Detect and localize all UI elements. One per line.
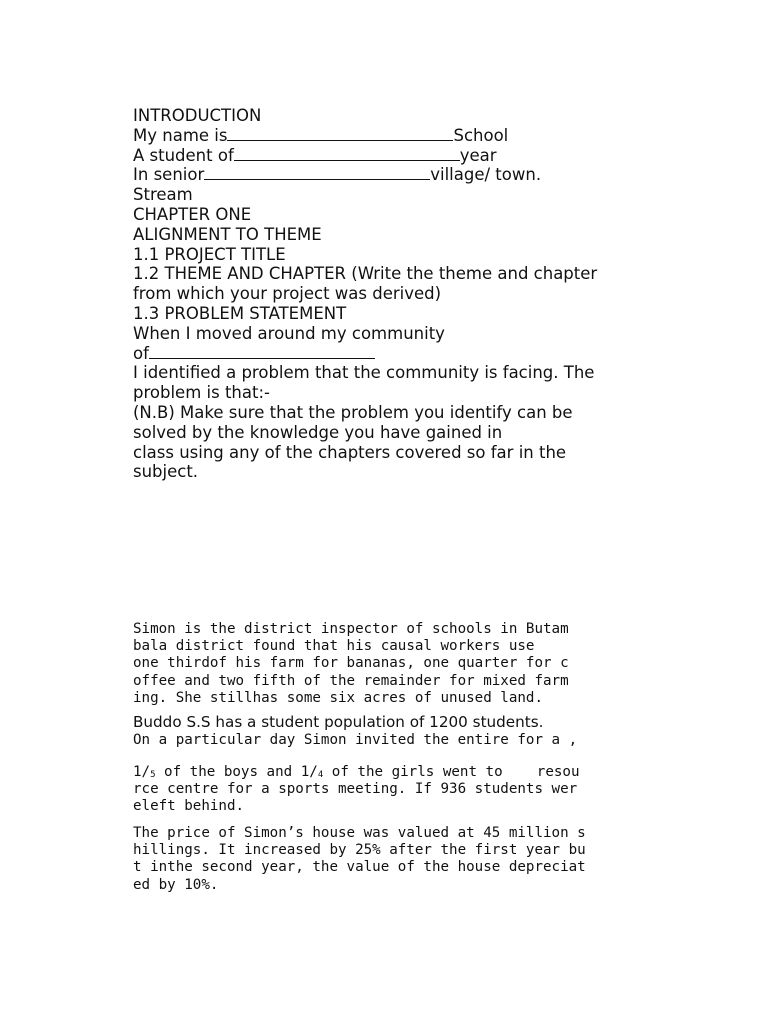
nb-line-3: class using any of the chapters covered so far in the	[133, 442, 567, 462]
name-line	[133, 126, 653, 146]
buddo-line-2: On a particular day Simon invited the entire for a ,	[133, 731, 578, 748]
senior-line	[133, 165, 653, 185]
problem-is-line: problem is that:-	[133, 383, 270, 403]
stream-line: Stream	[133, 185, 193, 205]
text-line: eleft behind.	[133, 798, 245, 815]
resource-centre-lines	[133, 781, 623, 815]
introduction-section	[133, 106, 653, 482]
student-blank	[234, 146, 460, 161]
nb-line-2: solved by the knowledge you have gained in	[133, 422, 503, 442]
theme-chapter-heading: 1.2 THEME AND CHAPTER (Write the theme and chapter	[133, 264, 598, 284]
senior-suffix: village/ town.	[430, 165, 542, 185]
fraction-b-denominator: 4	[317, 770, 324, 780]
text-line: bala district found that his causal workers use	[133, 638, 535, 655]
name-suffix: School	[453, 125, 509, 145]
text-line: rce centre for a sports meeting. If 936 students wer	[133, 781, 578, 797]
student-suffix: year	[459, 145, 497, 165]
theme-chapter-continuation: from which your project was derived)	[133, 284, 442, 304]
fraction-end-text: of the girls went to resou	[323, 764, 580, 780]
fraction-a-numerator: 1/	[133, 764, 151, 780]
moved-around-line: When I moved around my community	[133, 323, 445, 343]
senior-blank	[204, 165, 430, 180]
text-line: hillings. It increased by 25% after the first year bu	[133, 842, 586, 859]
nb-line-4: subject.	[133, 462, 199, 482]
nb-line-1: (N.B) Make sure that the problem you identify can be	[133, 402, 573, 422]
senior-prefix: In senior	[133, 165, 205, 185]
community-line	[133, 344, 653, 364]
fraction-a-denominator: 5	[150, 770, 156, 780]
text-line: ed by 10%.	[133, 876, 219, 893]
introduction-heading: INTRODUCTION	[133, 106, 262, 125]
chapter-one-heading: CHAPTER ONE	[133, 204, 252, 224]
fraction-middle-text: of the boys and 1/	[155, 764, 318, 780]
alignment-heading: ALIGNMENT TO THEME	[133, 224, 322, 244]
buddo-question	[133, 714, 623, 749]
name-blank	[227, 126, 453, 141]
community-blank	[149, 344, 375, 359]
text-line: The price of Simon’s house was valued at 45 million s	[133, 825, 586, 841]
project-title-heading: 1.1 PROJECT TITLE	[133, 244, 286, 264]
identified-line: I identified a problem that the community is facing. The	[133, 363, 595, 383]
student-prefix: A student of	[133, 145, 234, 165]
text-line: offee and two fifth of the remainder for mixed farm	[133, 672, 569, 689]
name-prefix: My name is	[133, 125, 228, 145]
buddo-line-1: Buddo S.S has a student population of 1200 students.	[133, 713, 544, 731]
problem-statement-heading: 1.3 PROBLEM STATEMENT	[133, 303, 347, 323]
house-price-question	[133, 825, 623, 894]
student-line	[133, 146, 653, 166]
text-line: t inthe second year, the value of the house depreciat	[133, 859, 586, 876]
text-line: ing. She stillhas some six acres of unused land.	[133, 689, 543, 706]
of-prefix: of	[133, 343, 149, 363]
simon-farm-question	[133, 621, 623, 707]
text-line: Simon is the district inspector of schools in Butam	[133, 621, 569, 637]
text-line: one thirdof his farm for bananas, one quarter for c	[133, 655, 569, 672]
